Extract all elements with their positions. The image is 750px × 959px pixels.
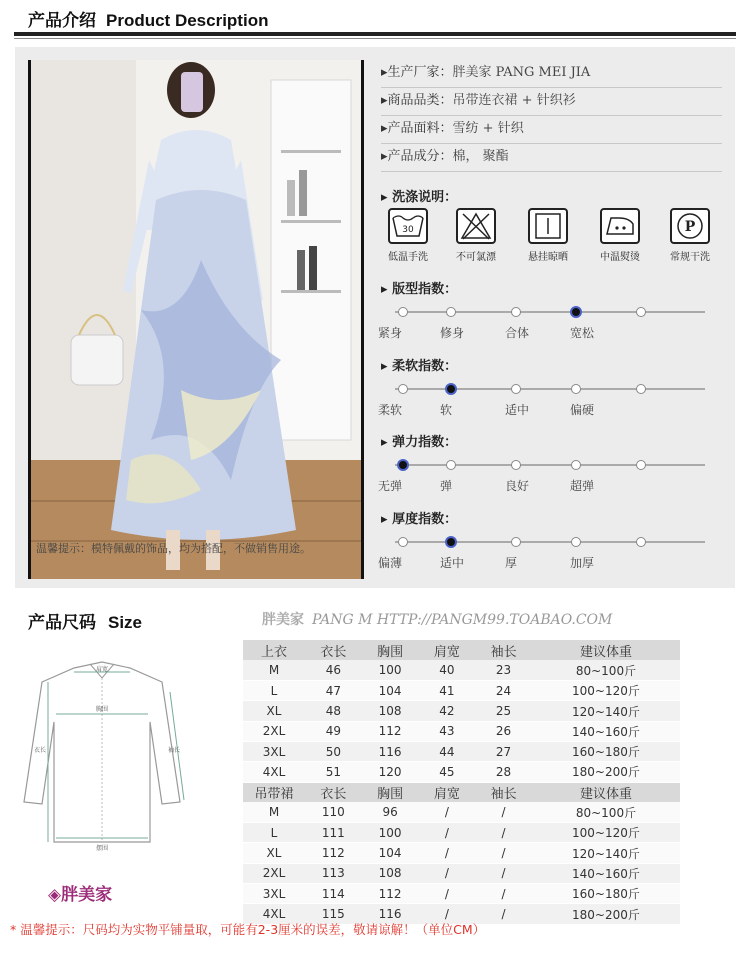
section-title-en: Product Description <box>106 11 269 30</box>
table-cell: 42 <box>418 701 475 721</box>
scale-dot-selected <box>445 536 457 548</box>
table-cell: XL <box>243 701 305 721</box>
spec-composition: ▸产品成分：棉， 聚酯 <box>381 144 722 172</box>
table-cell: / <box>418 843 475 863</box>
table-cell: 80~100斤 <box>532 660 680 680</box>
table-cell: 180~200斤 <box>532 904 680 924</box>
table-cell: 3XL <box>243 741 305 761</box>
shirt-measure-diagram <box>12 652 192 862</box>
table-cell: / <box>418 823 475 843</box>
table-cell: 120~140斤 <box>532 843 680 863</box>
table-cell: 113 <box>305 863 362 883</box>
hang-dry-icon <box>528 208 568 244</box>
table-cell: 49 <box>305 721 362 741</box>
table-cell: 衣长 <box>305 782 362 802</box>
svg-text:袖长: 袖长 <box>168 747 181 754</box>
scale-label: 紧身 <box>378 326 403 340</box>
table-row <box>243 843 680 863</box>
table-cell: 112 <box>362 721 419 741</box>
scale-dot-selected <box>570 306 582 318</box>
table-cell: 100 <box>362 660 419 680</box>
scale-dot <box>571 384 581 394</box>
size-table <box>243 640 680 925</box>
dry-clean-icon <box>670 208 710 244</box>
table-cell: 建议体重 <box>532 640 680 660</box>
scale-label: 弹 <box>440 479 453 493</box>
scale-dot <box>398 307 408 317</box>
table-cell: 110 <box>305 802 362 822</box>
table-cell: 上衣 <box>243 640 305 660</box>
scale-track <box>395 311 705 313</box>
scale-dot <box>511 460 521 470</box>
section-title-cn: 产品介绍 <box>28 11 96 31</box>
table-cell: 40 <box>418 660 475 680</box>
table-cell: 2XL <box>243 721 305 741</box>
brand-logo: ◈胖美家 <box>48 885 113 905</box>
table-cell: 3XL <box>243 884 305 904</box>
table-cell: 160~180斤 <box>532 741 680 761</box>
table-row <box>243 802 680 822</box>
table-cell: 51 <box>305 762 362 782</box>
table-row <box>243 660 680 680</box>
table-cell: 108 <box>362 701 419 721</box>
care-hand-wash: 30 低温手洗 <box>378 208 438 263</box>
spec-category: ▸商品品类：吊带连衣裙 + 针织衫 <box>381 88 722 116</box>
table-cell: 胸围 <box>362 782 419 802</box>
table-row <box>243 863 680 883</box>
table-cell: 116 <box>362 904 419 924</box>
svg-text:30: 30 <box>402 225 414 235</box>
table-cell: 41 <box>418 681 475 701</box>
care-hang-dry: 悬挂晾晒 <box>518 208 578 263</box>
no-bleach-icon <box>456 208 496 244</box>
scale-dot <box>446 307 456 317</box>
header-rule-thin <box>14 38 736 39</box>
table-cell: 2XL <box>243 863 305 883</box>
table-cell: 4XL <box>243 762 305 782</box>
model-illustration <box>31 60 361 579</box>
measurement-note: * 温馨提示：尺码均为实物平铺量取，可能有2-3厘米的误差，敬请谅解！（单位CM） <box>10 922 486 937</box>
scale-dot <box>571 460 581 470</box>
table-cell: / <box>475 843 532 863</box>
table-cell: 50 <box>305 741 362 761</box>
table-cell: 46 <box>305 660 362 680</box>
scale-label: 宽松 <box>570 326 595 340</box>
table-row <box>243 741 680 761</box>
scale-dot <box>398 384 408 394</box>
table-cell: 96 <box>362 802 419 822</box>
scale-dot <box>446 460 456 470</box>
table-row <box>243 721 680 741</box>
table-cell: / <box>475 863 532 883</box>
table-cell: 100 <box>362 823 419 843</box>
scale-title: ▸ 版型指数： <box>381 282 458 297</box>
table-cell: 104 <box>362 681 419 701</box>
table-cell: L <box>243 823 305 843</box>
table-cell: 160~180斤 <box>532 884 680 904</box>
table-cell: / <box>475 884 532 904</box>
scale-title: ▸ 柔软指数： <box>381 359 458 374</box>
table-cell: 27 <box>475 741 532 761</box>
photo-disclaimer: 温馨提示：模特佩戴的饰品，均为搭配，不做销售用途。 <box>36 542 311 555</box>
scale-dot <box>511 384 521 394</box>
scale-dot <box>636 384 646 394</box>
svg-text:摆围: 摆围 <box>95 845 109 852</box>
table-cell: 116 <box>362 741 419 761</box>
spec-manufacturer: ▸生产厂家：胖美家 PANG MEI JIA <box>381 60 722 88</box>
table-cell: 43 <box>418 721 475 741</box>
table-cell: M <box>243 802 305 822</box>
table-cell: M <box>243 660 305 680</box>
care-dry-clean: P 常规干洗 <box>660 208 720 263</box>
table-cell: 47 <box>305 681 362 701</box>
table-row <box>243 762 680 782</box>
section-title-size: 产品尺码 Size <box>28 613 143 633</box>
scale-label: 无弹 <box>378 479 403 493</box>
table-cell: 4XL <box>243 904 305 924</box>
care-iron-medium: 中温熨烫 <box>590 208 650 263</box>
scale-title: ▸ 厚度指数： <box>381 512 458 527</box>
table-cell: 112 <box>305 843 362 863</box>
hand-wash-icon <box>388 208 428 244</box>
section-title-product <box>28 6 268 31</box>
table-header-row <box>243 640 680 660</box>
scale-label: 适中 <box>505 403 530 417</box>
scale-dot <box>511 307 521 317</box>
scale-label: 修身 <box>440 326 465 340</box>
table-cell: 24 <box>475 681 532 701</box>
table-cell: 120 <box>362 762 419 782</box>
table-row <box>243 884 680 904</box>
scale-track <box>395 464 705 466</box>
brand-watermark: 胖美家 PANG M HTTP://PANGM99.TOABAO.COM <box>262 612 613 628</box>
table-cell: 180~200斤 <box>532 762 680 782</box>
table-cell: 肩宽 <box>418 782 475 802</box>
table-cell: 肩宽 <box>418 640 475 660</box>
scale-dot <box>511 537 521 547</box>
table-cell: 建议体重 <box>532 782 680 802</box>
table-cell: 袖长 <box>475 640 532 660</box>
table-row <box>243 823 680 843</box>
table-cell: 115 <box>305 904 362 924</box>
care-no-bleach: 不可氯漂 <box>446 208 506 263</box>
table-cell: / <box>418 802 475 822</box>
table-cell: / <box>418 884 475 904</box>
svg-text:P: P <box>684 219 696 235</box>
table-cell: 26 <box>475 721 532 741</box>
scale-dot-selected <box>445 383 457 395</box>
scale-track <box>395 388 705 390</box>
table-cell: 120~140斤 <box>532 701 680 721</box>
scale-dot-selected <box>397 459 409 471</box>
scale-label: 良好 <box>505 479 530 493</box>
table-cell: 100~120斤 <box>532 823 680 843</box>
table-cell: 44 <box>418 741 475 761</box>
scale-dot <box>398 537 408 547</box>
table-cell: 112 <box>362 884 419 904</box>
scale-label: 软 <box>440 403 453 417</box>
table-cell: 袖长 <box>475 782 532 802</box>
table-cell: 114 <box>305 884 362 904</box>
table-cell: 28 <box>475 762 532 782</box>
header-rule <box>14 32 736 36</box>
scale-title: ▸ 弹力指数： <box>381 435 458 450</box>
table-cell: / <box>475 904 532 924</box>
scale-label: 适中 <box>440 556 465 570</box>
table-cell: 104 <box>362 843 419 863</box>
scale-label: 超弹 <box>570 479 595 493</box>
table-cell: 140~160斤 <box>532 863 680 883</box>
table-row <box>243 681 680 701</box>
table-cell: 25 <box>475 701 532 721</box>
svg-text:衣长: 衣长 <box>34 747 47 754</box>
table-cell: 108 <box>362 863 419 883</box>
scale-track <box>395 541 705 543</box>
table-cell: 48 <box>305 701 362 721</box>
scale-dot <box>636 307 646 317</box>
scale-label: 偏硬 <box>570 403 595 417</box>
table-cell: 吊带裙 <box>243 782 305 802</box>
scale-label: 合体 <box>505 326 530 340</box>
table-cell: / <box>475 823 532 843</box>
table-cell: 140~160斤 <box>532 721 680 741</box>
product-photo <box>28 60 364 579</box>
table-header-row <box>243 782 680 802</box>
table-cell: 100~120斤 <box>532 681 680 701</box>
care-title: ▸ 洗涤说明： <box>381 190 458 205</box>
spec-fabric: ▸产品面料：雪纺 + 针织 <box>381 116 722 144</box>
iron-medium-icon <box>600 208 640 244</box>
scale-label: 厚 <box>505 556 518 570</box>
table-cell: 衣长 <box>305 640 362 660</box>
table-cell: / <box>418 904 475 924</box>
svg-text:胸围: 胸围 <box>95 706 109 713</box>
table-cell: 胸围 <box>362 640 419 660</box>
scale-label: 加厚 <box>570 556 595 570</box>
scale-dot <box>571 537 581 547</box>
svg-text:肩宽: 肩宽 <box>95 666 109 673</box>
table-cell: XL <box>243 843 305 863</box>
table-cell: / <box>418 863 475 883</box>
table-cell: 111 <box>305 823 362 843</box>
table-cell: 23 <box>475 660 532 680</box>
table-cell: 80~100斤 <box>532 802 680 822</box>
table-cell: L <box>243 681 305 701</box>
scale-label: 偏薄 <box>378 556 403 570</box>
scale-label: 柔软 <box>378 403 403 417</box>
table-row <box>243 701 680 721</box>
table-cell: 45 <box>418 762 475 782</box>
scale-dot <box>636 537 646 547</box>
scale-dot <box>636 460 646 470</box>
table-cell: / <box>475 802 532 822</box>
